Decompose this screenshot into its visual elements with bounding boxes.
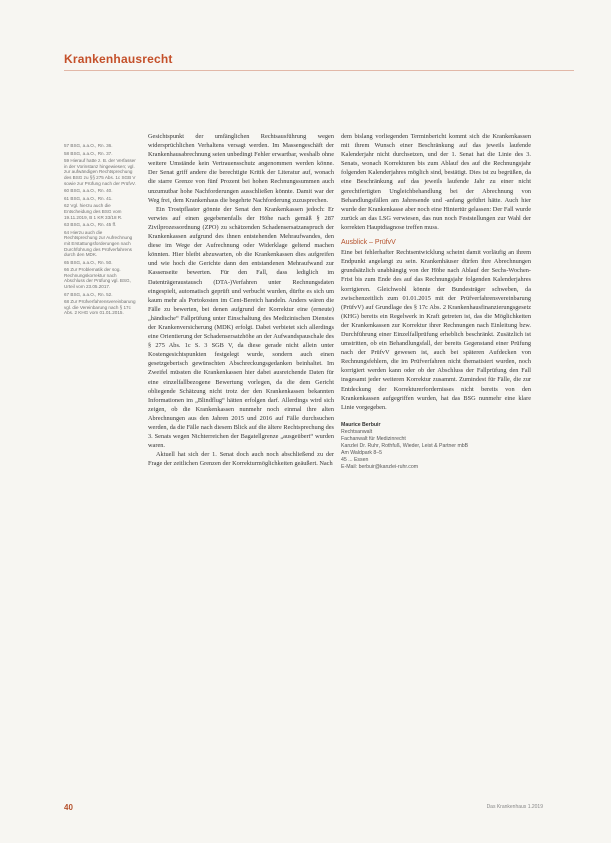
header-divider	[64, 70, 574, 71]
body-column-middle	[148, 132, 334, 468]
author-specialty: Fachanwalt für Medizinrecht	[341, 435, 406, 442]
author-street: Am Waldpark 8–5	[341, 449, 383, 456]
footnote: 58 BSG, a.a.O., Rn. 37.	[64, 150, 113, 156]
page-number: 40	[64, 803, 73, 812]
subheading: Ausblick – PrüfvV	[341, 239, 396, 247]
footnote: 68 Zur Prüfverfahrensvereinbarung vgl. die Vereinbarung nach § 17c Abs. 2 KHG vom 01.01.2015.	[64, 299, 136, 316]
author-name: Maurice Berbuir	[341, 421, 381, 428]
author-firm: Kanzlei Dr. Ruhr, Rothfuß, Wieder, Leist & Partner mbB	[341, 442, 469, 449]
footnotes-column	[64, 143, 136, 318]
paragraph: Gesichtspunkt der umfänglichen Rechtsausführung wegen widersprüchlichen Verhaltens versagt werden. Im Massengeschäft der Krankenhausabrechnung seien unbedingt Fehler erwartbar, weshalb ohne weitere Umstände kein Vertrauensschutz angenommen werden könne. Der Senat griff andere die berechtigte Kritik der Literatur auf, wonach die starre Grenze von fünf Prozent bei hohen Rechnungssummen auch unzumutbar hohe Nachforderungen ausschließen könnte. Damit war der Weg frei, dem Krankenhaus die begehrte Nachforderung zuzusprechen.	[148, 133, 334, 204]
paragraph: Ein Trostpflaster gönnte der Senat den Krankenkassen jedoch: Er verwies auf einen gegebenenfalls der Höhe nach gemäß § 287 Zivilprozessordnung (ZPO) zu schätzenden Schadensersatzanspruch der Krankenkassen aufgrund des ihnen entstehenden Mehraufwandes, den diese im Wege der Aufrechnung oder Widerklage geltend machen könnten. Hier bleibt abzuwarten, ob die Krankenkassen dies aufgreifen und wie hoch die Gerichte dann den entstandenen Mehraufwand zur Kassenseite bewerten. Für den Fall, dass lediglich im Datenträgeraustausch (DTA-)Verfahren unter Rechnungsdaten eingespielt, automatisch geprüft und verbucht wurden, dürfte es sich um kaum mehr als Portokosten im Cent-Bereich handeln. Anders wären die Fälle zu bewerten, bei denen aufgrund der Korrektur eine (erneute) „händische“ Fallprüfung unter Einschaltung des Medizinischen Dienstes der Krankenversicherung (MDK) erfolgt. Dabei verbietet sich allerdings eine Orientierung der Schadensersatzhöhe an der Aufwandspauschale des § 275 Abs. 1c S. 3 SGB V, da diese gerade nicht allein unter Kostengesichtspunkten festgelegt wurde, sondern auch einen gesetzgeberisch gewünschten Abschreckungsgedanken beinhaltet. Im Zweifel müssten die Krankenkassen hier dabei ausreichende Daten für eine einzelfallbezogene Bewertung vorlegen, da die dem Gericht obliegende Schätzung nicht trotz der den Krankenkassen bekannten Informationen im „Blindflug“ hätten erfolgen darf. Allerdings wird sich zeigen, ob die Krankenkassen nunmehr noch einmal ihre alten Abrechnungen aus den Jahren 2015 und 2016 auf Fälle durchsuchen werden, da die Fälle nach diesem Blick auf die ältere Rechtsprechung des 3. Senats wegen Nichterreichen der Bagatellgrenze „ausgeübert“ wurden waren.	[148, 205, 334, 450]
author-email: E-Mail: berbuir@kanzlei-ruhr.com	[341, 463, 419, 470]
footnote: 60 BSG, a.a.O., Rn. 40.	[64, 188, 113, 194]
paragraph: Aktuell hat sich der 1. Senat doch auch noch abschließend zu der Frage der zeitlichen Grenzen der Korrekturmöglichkeiten geäußert. Nach	[148, 451, 334, 468]
footnote: 61 BSG, a.a.O., Rn. 41.	[64, 195, 113, 201]
footnote: 64 Hierzu auch die Rechtsprechung zur Aufrechnung mit Erstattungsforderungen nach Durchführung des Prüfverfahrens durch den MDK.	[64, 229, 133, 258]
journal-reference: Das Krankenhaus 1.2019	[486, 804, 543, 810]
paragraph: dem bislang vorliegenden Terminbericht kommt sich die Krankenkassen mit ihrem Wunsch einer Beschränkung auf das jeweils laufende Kalenderjahr nicht durchsetzen, und der 1. Senat hat die Linie des 3. Senats, wonach Korrekturen bis zum Ablauf des auf die Rechnungsjahr folgenden Kalenderjahres möglich sind, bestätigt. Dies ist zu begrüßen, da eine Beschränkung auf das jeweils laufende Jahr zu einer nicht gerechtfertigten Ungleichbehandlung bei der Abrechnung von Behandlungsfällen am Jahresende und -anfang geführt hätte. Auch hier wurde der Krankenkasse aber noch eine Hintertür gelassen: Der Fall wurde zurück an das LSG verwiesen, das nun noch Feststellungen zur Wahl der korrekten Hauptdiagnose treffen muss.	[341, 133, 531, 231]
author-city: 45 ... Essen	[341, 456, 369, 463]
section-title: Krankenhausrecht	[64, 52, 173, 66]
footnote: 67 BSG, a.a.O., Rn. 52.	[64, 291, 113, 297]
footnote: 57 BSG, a.a.O., Rn. 36.	[64, 143, 113, 148]
footnote: 65 BSG, a.a.O., Rn. 50.	[64, 259, 113, 265]
author-box	[341, 422, 531, 471]
footnote: 63 BSG, a.a.O., Rn. 45 ff.	[64, 222, 117, 228]
author-role: Rechtsanwalt	[341, 428, 373, 435]
paragraph: Eine bei fehlerhafter Rechtsentwicklung scheint damit vorläufig an ihrem Endpunkt angelangt zu sein. Krankenhäuser dürfen ihre Abrechnungen grundsätzlich unabhängig von der Höhe nach Ablauf der Sechs-Wochen-Frist bis zum Ende des auf das Rechnungsjahr folgenden Kalenderjahres korrigieren. Gleichwohl könnte der Bundesträger schweben, da zwischenzeitlich zum 01.01.2015 mit der Prüfverfahrensvereinbarung (PrüfvV) auf Grundlage des § 17c Abs. 2 Krankenhausfinanzierungsgesetz (KHG) bereits ein Regelwerk in Kraft getreten ist, das die Möglichkeiten der Krankenkassen zur Korrektur ihrer Rechnungen nach Einleitung bzw. Durchführung einer Einzelfallprüfung erheblich beschränkt. Zusätzlich ist umstritten, ob ein Behandlungsfall, der bereits Gegenstand einer Prüfung nach der PrüfvV gewesen ist, auch bei späteren Aufdecken von Rechnungsfehlern, die im Prüfverfahren nicht thematisiert wurden, noch korrigiert werden kann oder ob der Abschluss der Fallprüfung den Fall insgesamt jeder weiteren Korrektur zusammt. Zumindest für Fälle, die zur Entdeckung der Korrekturerfordernisses nicht bereits von den Krankenkassen aufgegriffen wurden, hat das BSG nunmehr eine klare Linie vorgegeben.	[341, 249, 531, 411]
body-column-right	[341, 132, 531, 471]
footnote: 66 Zur Problematik der sog. Rechnungskorrektur nach Abschluss der Prüfung vgl. BSG, Urteil vom 23.05.2017.	[64, 267, 131, 290]
footnote: 62 Vgl. hierzu auch die Entscheidung des BSG vom 19.11.2019, B 1 KR 33/18 R.	[64, 203, 123, 220]
footnote: 59 Hierauf hatte z. B. der Verfasser in der Vorinstanz hingewiesen; vgl. zur aufwändigen Rechtsprechung des BSG zu §§ 275 Abs. 1c SGB V sowie zur Prüfung nach der PrüfvV.	[64, 158, 136, 186]
